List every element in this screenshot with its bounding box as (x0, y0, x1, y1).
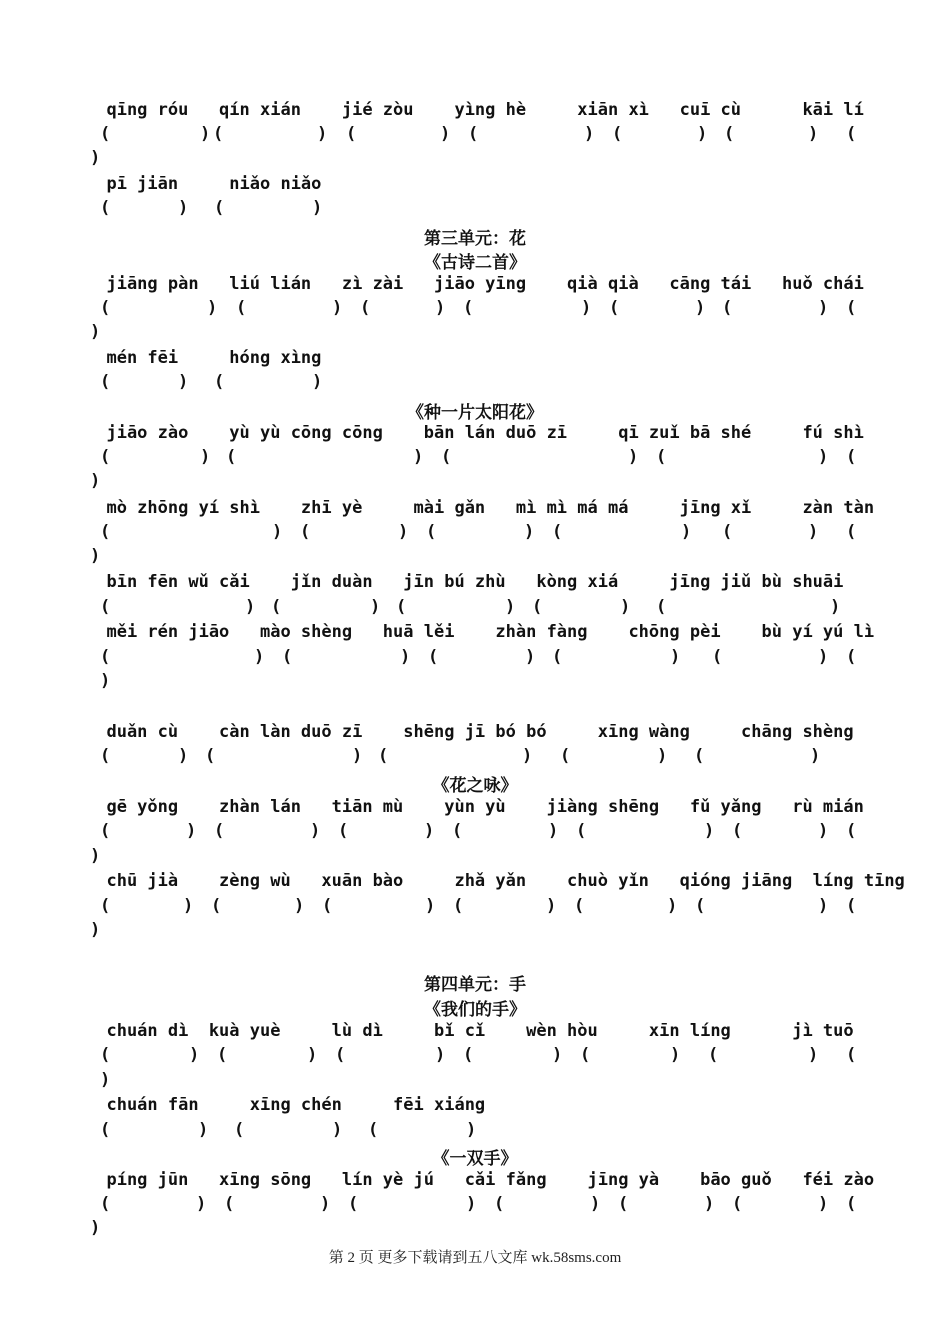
paren-open: ( (576, 821, 587, 841)
paren-close: ) (312, 198, 323, 218)
paren-close: ) (657, 746, 668, 766)
paren-open: ( (100, 198, 111, 218)
paren-close: ) (183, 896, 194, 916)
paren-open: ( (234, 1120, 245, 1140)
pinyin-row: mén fēi hóng xìng (86, 348, 322, 368)
paren-open: ( (300, 522, 311, 542)
paren-close: ) (178, 198, 189, 218)
paren-open: ( (100, 597, 111, 617)
page-footer: 第 2 页 更多下载请到五八文库 wk.58sms.com (328, 1250, 622, 1266)
paren-close: ) (818, 447, 829, 467)
paren-close: ) (704, 821, 715, 841)
paren-open: ( (846, 447, 857, 467)
paren-open: ( (463, 1045, 474, 1065)
paren-open: ( (338, 821, 349, 841)
paren-open: ( (217, 1045, 228, 1065)
paren-open: ( (224, 1194, 235, 1214)
paren-close: ) (332, 1120, 343, 1140)
paren-close: ) (681, 522, 692, 542)
paren-close: ) (667, 896, 678, 916)
paren-open: ( (271, 597, 282, 617)
pinyin-row: gē yǒng zhàn lán tiān mù yùn yù jiàng shēng fǔ yǎng rù mián (86, 797, 864, 817)
paren-close: ) (90, 546, 101, 566)
paren-close: ) (505, 597, 516, 617)
paren-close: ) (818, 896, 829, 916)
pinyin-row: duǎn cù càn làn duō zī shēng jī bó bó xīng wàng chāng shèng (86, 722, 854, 742)
paren-open: ( (846, 821, 857, 841)
pinyin-row: qīng róu qín xián jié zòu yìng hè xiān xì cuī cù kāi lí (86, 100, 864, 120)
paren-open: ( (612, 124, 623, 144)
paren-close: ) (90, 471, 101, 491)
paren-open: ( (722, 298, 733, 318)
paren-open: ( (580, 1045, 591, 1065)
paren-open: ( (574, 896, 585, 916)
paren-close: ) (552, 1045, 563, 1065)
paren-open: ( (348, 1194, 359, 1214)
paren-close: ) (810, 746, 821, 766)
paren-open: ( (656, 597, 667, 617)
paren-open: ( (694, 746, 705, 766)
paren-open: ( (214, 821, 225, 841)
paren-open: ( (463, 298, 474, 318)
lesson-heading: 《一双手》 (432, 1149, 518, 1169)
paren-open: ( (335, 1045, 346, 1065)
paren-open: ( (396, 597, 407, 617)
paren-open: ( (213, 124, 224, 144)
paren-close: ) (317, 124, 328, 144)
lesson-heading: 《我们的手》 (424, 1000, 526, 1020)
paren-close: ) (320, 1194, 331, 1214)
paren-close: ) (90, 920, 101, 940)
paren-open: ( (426, 522, 437, 542)
paren-open: ( (846, 124, 857, 144)
paren-close: ) (312, 372, 323, 392)
paren-close: ) (272, 522, 283, 542)
pinyin-row: pī jiān niǎo niǎo (86, 174, 322, 194)
pinyin-row: chuán dì kuà yuè lù dì bǐ cǐ wèn hòu xīn líng jì tuō (86, 1021, 854, 1041)
paren-close: ) (818, 1194, 829, 1214)
paren-close: ) (189, 1045, 200, 1065)
paren-close: ) (581, 298, 592, 318)
paren-open: ( (532, 597, 543, 617)
paren-close: ) (90, 148, 101, 168)
paren-open: ( (712, 647, 723, 667)
paren-close: ) (704, 1194, 715, 1214)
lesson-heading: 《种一片太阳花》 (407, 403, 543, 423)
paren-close: ) (178, 372, 189, 392)
paren-open: ( (453, 896, 464, 916)
pinyin-row: bīn fēn wǔ cǎi jǐn duàn jīn bú zhù kòng xiá jīng jiǔ bù shuāi (86, 572, 844, 592)
paren-close: ) (100, 671, 111, 691)
paren-open: ( (846, 1194, 857, 1214)
paren-open: ( (452, 821, 463, 841)
paren-close: ) (818, 298, 829, 318)
paren-close: ) (413, 447, 424, 467)
paren-open: ( (211, 896, 222, 916)
paren-open: ( (618, 1194, 629, 1214)
paren-open: ( (205, 746, 216, 766)
paren-open: ( (100, 372, 111, 392)
paren-open: ( (100, 1120, 111, 1140)
paren-close: ) (620, 597, 631, 617)
paren-open: ( (468, 124, 479, 144)
paren-close: ) (818, 647, 829, 667)
paren-open: ( (236, 298, 247, 318)
paren-close: ) (808, 522, 819, 542)
paren-close: ) (245, 597, 256, 617)
paren-close: ) (294, 896, 305, 916)
paren-open: ( (846, 896, 857, 916)
paren-open: ( (695, 896, 706, 916)
pinyin-row: píng jūn xīng sōng lín yè jú cǎi fǎng jīng yà bāo guǒ féi zào (86, 1170, 875, 1190)
paren-close: ) (808, 124, 819, 144)
paren-close: ) (200, 124, 211, 144)
pinyin-row: mò zhōng yí shì zhī yè mài gǎn mì mì má má jīng xǐ zàn tàn (86, 498, 875, 518)
paren-open: ( (428, 647, 439, 667)
paren-open: ( (100, 896, 111, 916)
paren-open: ( (708, 1045, 719, 1065)
paren-open: ( (732, 821, 743, 841)
paren-open: ( (724, 124, 735, 144)
paren-open: ( (846, 522, 857, 542)
paren-close: ) (100, 1070, 111, 1090)
paren-close: ) (178, 746, 189, 766)
paren-open: ( (378, 746, 389, 766)
paren-close: ) (818, 821, 829, 841)
paren-close: ) (466, 1194, 477, 1214)
paren-open: ( (552, 522, 563, 542)
paren-close: ) (628, 447, 639, 467)
paren-close: ) (307, 1045, 318, 1065)
lesson-heading: 《花之咏》 (432, 776, 518, 796)
paren-open: ( (322, 896, 333, 916)
paren-open: ( (282, 647, 293, 667)
paren-close: ) (830, 597, 841, 617)
paren-open: ( (100, 821, 111, 841)
paren-open: ( (214, 372, 225, 392)
paren-open: ( (360, 298, 371, 318)
paren-open: ( (226, 447, 237, 467)
paren-open: ( (214, 198, 225, 218)
paren-close: ) (584, 124, 595, 144)
paren-open: ( (846, 1045, 857, 1065)
paren-open: ( (368, 1120, 379, 1140)
paren-close: ) (525, 647, 536, 667)
pinyin-row: jiāo zào yù yù cōng cōng bān lán duō zī qī zuǐ bā shé fú shì (86, 423, 864, 443)
paren-open: ( (100, 124, 111, 144)
paren-open: ( (100, 1194, 111, 1214)
paren-close: ) (400, 647, 411, 667)
paren-close: ) (90, 322, 101, 342)
paren-close: ) (670, 1045, 681, 1065)
paren-open: ( (560, 746, 571, 766)
paren-open: ( (100, 746, 111, 766)
paren-close: ) (424, 821, 435, 841)
paren-close: ) (186, 821, 197, 841)
paren-open: ( (100, 447, 111, 467)
paren-open: ( (722, 522, 733, 542)
paren-open: ( (441, 447, 452, 467)
paren-close: ) (522, 746, 533, 766)
paren-close: ) (695, 298, 706, 318)
paren-close: ) (254, 647, 265, 667)
paren-close: ) (90, 846, 101, 866)
paren-close: ) (332, 298, 343, 318)
pinyin-row: chuán fān xīng chén fēi xiáng (86, 1095, 486, 1115)
paren-close: ) (90, 1218, 101, 1238)
pinyin-row: jiāng pàn liú lián zì zài jiāo yīng qià qià cāng tái huǒ chái (86, 274, 864, 294)
paren-close: ) (466, 1120, 477, 1140)
paren-close: ) (697, 124, 708, 144)
pinyin-row: měi rén jiāo mào shèng huā lěi zhàn fàng chōng pèi bù yí yú lì (86, 622, 875, 642)
paren-open: ( (656, 447, 667, 467)
paren-open: ( (552, 647, 563, 667)
paren-open: ( (846, 647, 857, 667)
paren-open: ( (732, 1194, 743, 1214)
paren-close: ) (435, 1045, 446, 1065)
paren-close: ) (398, 522, 409, 542)
paren-close: ) (200, 447, 211, 467)
paren-close: ) (590, 1194, 601, 1214)
paren-close: ) (198, 1120, 209, 1140)
paren-close: ) (524, 522, 535, 542)
paren-close: ) (808, 1045, 819, 1065)
paren-close: ) (435, 298, 446, 318)
paren-open: ( (846, 298, 857, 318)
paren-close: ) (352, 746, 363, 766)
unit-heading: 第四单元：手 (424, 975, 526, 995)
paren-close: ) (196, 1194, 207, 1214)
paren-close: ) (440, 124, 451, 144)
pinyin-row: chū jià zèng wù xuān bào zhǎ yǎn chuò yǐn qióng jiāng líng tīng (86, 871, 905, 891)
paren-close: ) (207, 298, 218, 318)
paren-close: ) (546, 896, 557, 916)
paren-open: ( (100, 522, 111, 542)
paren-open: ( (100, 1045, 111, 1065)
paren-open: ( (494, 1194, 505, 1214)
unit-heading: 第三单元：花 (424, 229, 526, 249)
lesson-heading: 《古诗二首》 (424, 253, 526, 273)
paren-close: ) (670, 647, 681, 667)
paren-open: ( (609, 298, 620, 318)
paren-open: ( (100, 298, 111, 318)
paren-close: ) (425, 896, 436, 916)
paren-open: ( (100, 647, 111, 667)
paren-open: ( (346, 124, 357, 144)
paren-close: ) (310, 821, 321, 841)
paren-close: ) (548, 821, 559, 841)
paren-close: ) (370, 597, 381, 617)
